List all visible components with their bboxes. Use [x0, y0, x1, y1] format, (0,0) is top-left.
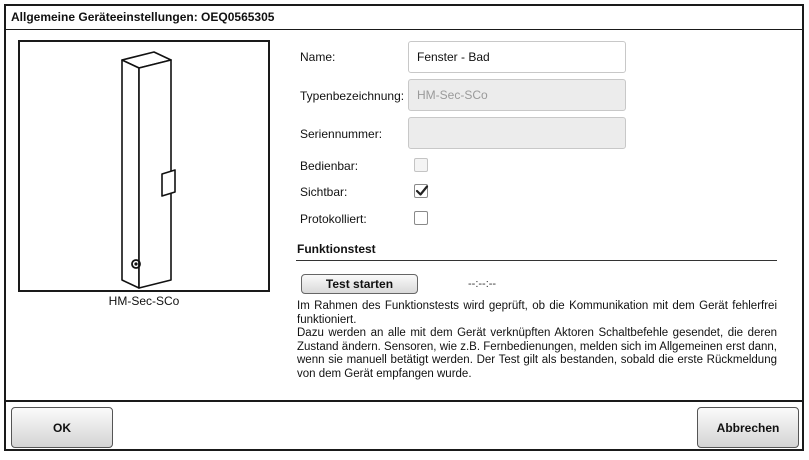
door-window-contact-icon	[20, 42, 268, 290]
logged-checkbox[interactable]	[414, 211, 428, 225]
function-test-description	[297, 300, 777, 381]
operable-checkbox	[414, 158, 428, 172]
function-test-title: Funktionstest	[297, 242, 376, 256]
type-label: Typenbezeichnung:	[300, 89, 405, 103]
visible-checkbox[interactable]	[414, 184, 428, 198]
name-label: Name:	[300, 50, 336, 64]
checkmark-icon	[415, 184, 429, 198]
operable-label: Bedienbar:	[300, 159, 359, 173]
dialog-title: Allgemeine Geräteeinstellungen: OEQ0565305	[6, 6, 802, 30]
serial-label: Seriennummer:	[300, 127, 383, 141]
serial-input	[408, 117, 626, 149]
device-image	[18, 40, 270, 292]
start-test-button[interactable]: Test starten	[301, 274, 418, 294]
name-input[interactable]	[408, 41, 626, 73]
cancel-button[interactable]: Abbrechen	[697, 407, 799, 448]
test-status: --:--:--	[468, 278, 497, 290]
device-settings-dialog	[4, 4, 804, 451]
logged-label: Protokolliert:	[300, 212, 367, 226]
footer-divider	[6, 400, 802, 402]
section-divider	[296, 260, 777, 261]
description-paragraph: Dazu werden an alle mit dem Gerät verknüpften Aktoren Schaltbefehle gesendet, die deren Zustand ändern. Sensoren, wie z.B. Fernbedienungen, melden sich im Allgemeinen erst dann, wenn sie manuell betätigt werden. Der Test gilt als bestanden, sobald die erste Rückmeldung von dem Gerät empfangen wurde.	[297, 327, 777, 380]
device-type-caption: HM-Sec-SCo	[108, 294, 180, 308]
ok-button[interactable]: OK	[11, 407, 113, 448]
visible-label: Sichtbar:	[300, 185, 348, 199]
type-input	[408, 79, 626, 111]
description-paragraph: Im Rahmen des Funktionstests wird geprüft, ob die Kommunikation mit dem Gerät fehlerfrei funktioniert.	[297, 300, 777, 326]
